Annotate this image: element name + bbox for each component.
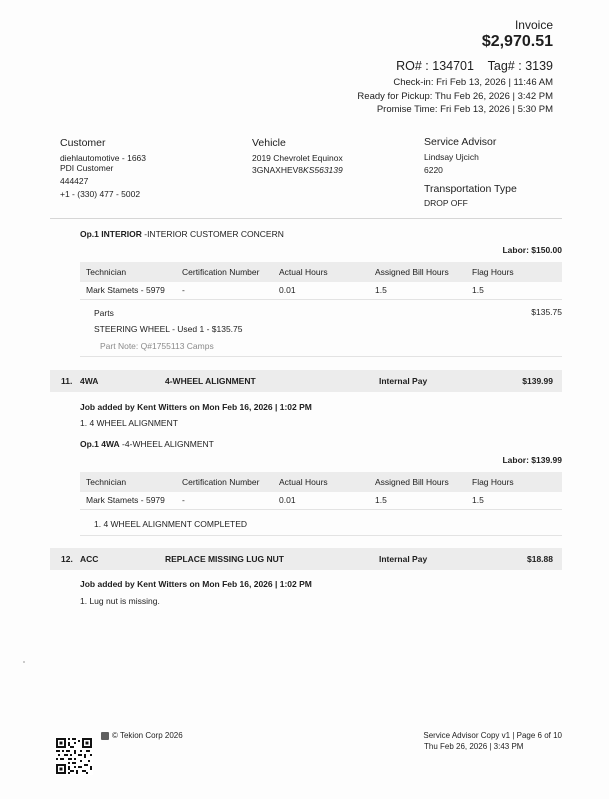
advisor-id: 6220 bbox=[424, 165, 443, 175]
advisor-name: Lindsay Ujcich bbox=[424, 152, 479, 162]
row-technician: Mark Stamets - 5979 bbox=[86, 495, 165, 505]
job-11-added-by: Job added by Kent Witters on Mon Feb 16, 2026 | 1:02 PM bbox=[80, 402, 312, 412]
service-advisor-heading: Service Advisor bbox=[424, 136, 497, 148]
col-flag-hours: Flag Hours bbox=[472, 477, 514, 487]
row-certification: - bbox=[182, 495, 185, 505]
row-assigned-hours: 1.5 bbox=[375, 495, 387, 505]
op-interior-title bbox=[80, 229, 284, 239]
op-interior-prefix: Op.1 INTERIOR bbox=[80, 229, 142, 239]
job-11-pay-type: Internal Pay bbox=[379, 376, 428, 386]
footer-copyright: © Tekion Corp 2026 bbox=[112, 731, 183, 740]
job-11-op-desc: -4-WHEEL ALIGNMENT bbox=[119, 439, 214, 449]
job-12-code: ACC bbox=[80, 554, 99, 564]
col-certification: Certification Number bbox=[182, 477, 260, 487]
op-interior-labor: Labor: $150.00 bbox=[502, 245, 562, 255]
col-actual-hours: Actual Hours bbox=[279, 477, 328, 487]
ready-for-pickup-time: Ready for Pickup: Thu Feb 26, 2026 | 3:42 PM bbox=[357, 91, 553, 102]
col-technician: Technician bbox=[86, 477, 127, 487]
customer-heading: Customer bbox=[60, 137, 106, 149]
job-11-op-title bbox=[80, 439, 214, 449]
col-assigned-hours: Assigned Bill Hours bbox=[375, 477, 449, 487]
customer-phone: +1 - (330) 477 - 5002 bbox=[60, 189, 141, 199]
job-12-name: REPLACE MISSING LUG NUT bbox=[165, 554, 285, 564]
transportation-heading: Transportation Type bbox=[424, 183, 517, 195]
customer-name: PDI Customer bbox=[60, 163, 114, 173]
customer-account: diehlautomotive - 1663 bbox=[60, 153, 147, 163]
vehicle-model: 2019 Chevrolet Equinox bbox=[252, 153, 343, 163]
job-12-number: 12. bbox=[61, 554, 73, 564]
job-12-amount: $18.88 bbox=[527, 554, 553, 564]
divider bbox=[80, 356, 562, 357]
parts-total: $135.75 bbox=[531, 307, 562, 317]
invoice-total: $2,970.51 bbox=[481, 33, 553, 50]
job-11-amount: $139.99 bbox=[522, 376, 553, 386]
col-actual-hours: Actual Hours bbox=[279, 267, 328, 277]
customer-number: 444427 bbox=[60, 176, 89, 186]
vehicle-heading: Vehicle bbox=[252, 137, 286, 149]
footer-copy-info: Service Advisor Copy v1 | Page 6 of 10 bbox=[423, 731, 562, 740]
divider bbox=[80, 299, 562, 300]
op-interior-desc: -INTERIOR CUSTOMER CONCERN bbox=[141, 229, 284, 239]
row-assigned-hours: 1.5 bbox=[375, 285, 387, 295]
vin-prefix: 3GNAXHEV8 bbox=[252, 165, 304, 175]
part-note: Part Note: Q#1755113 Camps bbox=[100, 341, 214, 351]
divider bbox=[50, 218, 562, 219]
vehicle-vin bbox=[252, 165, 343, 175]
row-certification: - bbox=[182, 285, 185, 295]
part-line: STEERING WHEEL - Used 1 - $135.75 bbox=[94, 324, 243, 334]
ro-tag-line bbox=[396, 59, 553, 73]
parts-heading: Parts bbox=[94, 308, 114, 318]
promise-time: Promise Time: Fri Feb 13, 2026 | 5:30 PM bbox=[376, 104, 553, 115]
job-11-name: 4-WHEEL ALIGNMENT bbox=[165, 376, 256, 386]
checkin-time: Check-in: Fri Feb 13, 2026 | 11:46 AM bbox=[393, 77, 553, 88]
vin-suffix: KS563139 bbox=[303, 165, 343, 175]
divider bbox=[80, 535, 562, 536]
tekion-logo-icon bbox=[101, 732, 109, 740]
job-12-added-by: Job added by Kent Witters on Mon Feb 16, 2026 | 1:02 PM bbox=[80, 579, 312, 589]
row-technician: Mark Stamets - 5979 bbox=[86, 285, 165, 295]
job-11-concern: 1. 4 WHEEL ALIGNMENT bbox=[80, 418, 178, 428]
col-assigned-hours: Assigned Bill Hours bbox=[375, 267, 449, 277]
row-actual-hours: 0.01 bbox=[279, 495, 296, 505]
divider bbox=[80, 509, 562, 510]
job-11-labor: Labor: $139.99 bbox=[502, 455, 562, 465]
document-title: Invoice bbox=[514, 18, 553, 32]
row-flag-hours: 1.5 bbox=[472, 285, 484, 295]
ro-label: RO# : bbox=[396, 59, 429, 73]
row-actual-hours: 0.01 bbox=[279, 285, 296, 295]
col-technician: Technician bbox=[86, 267, 127, 277]
job-12-concern: 1. Lug nut is missing. bbox=[80, 596, 160, 606]
job-11-completion: 1. 4 WHEEL ALIGNMENT COMPLETED bbox=[94, 519, 248, 529]
qr-code-icon bbox=[55, 737, 93, 775]
speck bbox=[23, 661, 25, 663]
col-flag-hours: Flag Hours bbox=[472, 267, 514, 277]
footer-printed-time: Thu Feb 26, 2026 | 3:43 PM bbox=[424, 742, 524, 751]
job-11-op-prefix: Op.1 4WA bbox=[80, 439, 120, 449]
job-11-bar bbox=[50, 370, 562, 392]
col-certification: Certification Number bbox=[182, 267, 260, 277]
tag-label: Tag# : bbox=[487, 59, 522, 73]
row-flag-hours: 1.5 bbox=[472, 495, 484, 505]
job-12-bar bbox=[50, 548, 562, 570]
ro-value: 134701 bbox=[432, 59, 474, 73]
job-11-number: 11. bbox=[61, 376, 73, 386]
tag-value: 3139 bbox=[525, 59, 553, 73]
transportation-value: DROP OFF bbox=[424, 198, 468, 208]
job-12-pay-type: Internal Pay bbox=[379, 554, 428, 564]
job-11-code: 4WA bbox=[80, 376, 99, 386]
